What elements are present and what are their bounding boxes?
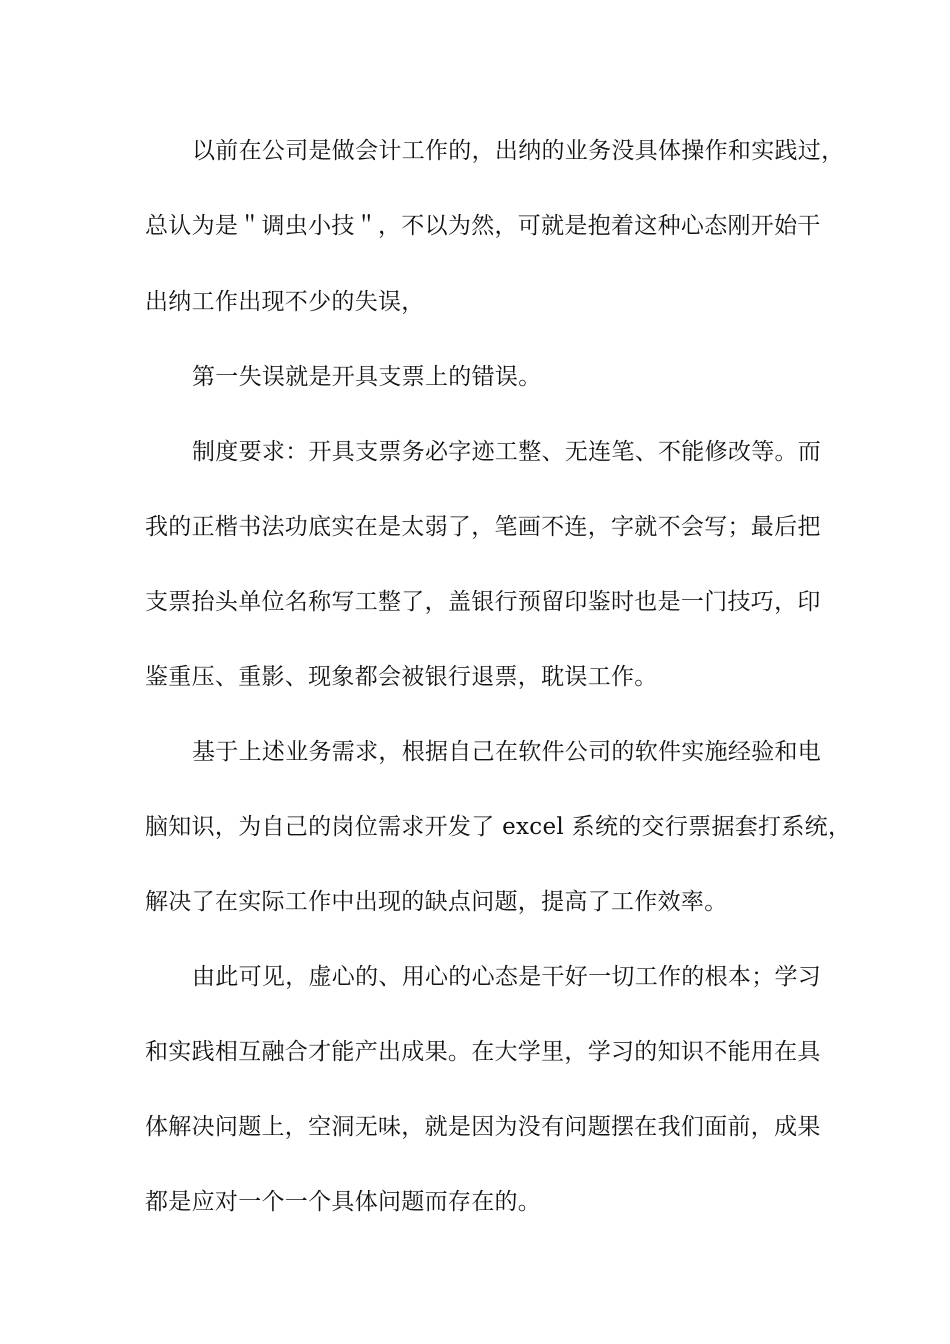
paragraph-1-line-2: 总认为是＂调虫小技＂，不以为然，可就是抱着这种心态刚开始干	[145, 213, 821, 239]
paragraph-3-line-3: 支票抬头单位名称写工整了，盖银行预留印鉴时也是一门技巧，印	[145, 589, 821, 615]
paragraph-4-line-1: 基于上述业务需求，根据自己在软件公司的软件实施经验和电	[192, 739, 822, 765]
paragraph-3-line-1: 制度要求：开具支票务必字迹工整、无连笔、不能修改等。而	[192, 439, 822, 465]
paragraph-5-line-1: 由此可见，虚心的、用心的心态是干好一切工作的根本；学习	[192, 964, 822, 990]
paragraph-5-line-3: 体解决问题上，空洞无味，就是因为没有问题摆在我们面前，成果	[145, 1114, 821, 1140]
paragraph-5-line-2: 和实践相互融合才能产出成果。在大学里，学习的知识不能用在具	[145, 1039, 821, 1065]
paragraph-2-line-1: 第一失误就是开具支票上的错误。	[192, 364, 542, 390]
paragraph-3-line-4: 鉴重压、重影、现象都会被银行退票，耽误工作。	[145, 664, 658, 690]
paragraph-5-line-4: 都是应对一个一个具体问题而存在的。	[145, 1189, 542, 1215]
paragraph-1-line-1: 以前在公司是做会计工作的，出纳的业务没具体操作和实践过，	[192, 138, 845, 164]
paragraph-3-line-2: 我的正楷书法功底实在是太弱了，笔画不连，字就不会写；最后把	[145, 514, 821, 540]
paragraph-4-line-3: 解决了在实际工作中出现的缺点问题，提高了工作效率。	[145, 889, 728, 915]
paragraph-4-line-2: 脑知识，为自己的岗位需求开发了 excel 系统的交行票据套打系统，	[145, 814, 852, 840]
paragraph-1-line-3: 出纳工作出现不少的失误，	[145, 289, 425, 315]
